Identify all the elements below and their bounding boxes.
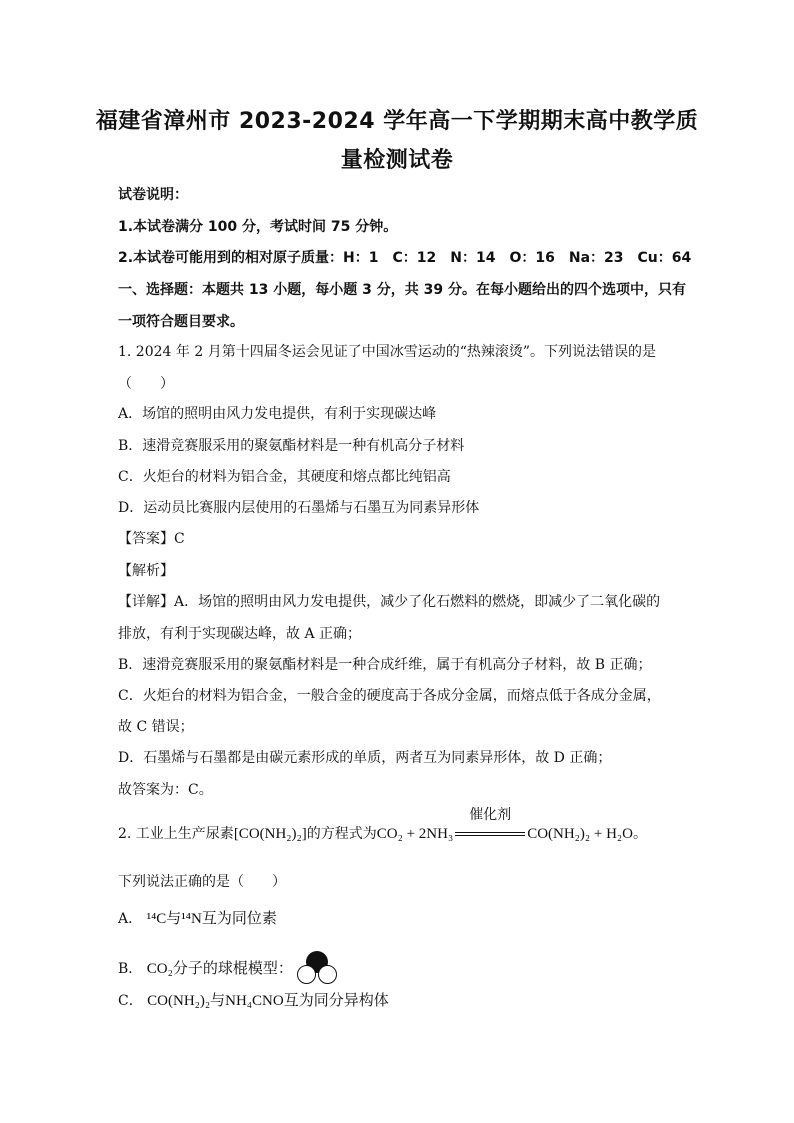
small-white-ball-right: [318, 965, 337, 984]
q1-detail-line: D．石墨烯与石墨都是由碳元素形成的单质，两者互为同素异形体，故 D 正确；: [118, 750, 612, 766]
q2-option-b: [118, 951, 339, 983]
q1-detail-line: B．速滑竞赛服采用的聚氨酯材料是一种合成纤维，属于有机高分子材料，故 B 正确；: [118, 657, 652, 673]
q2-stem-mid: 的方程式为: [306, 826, 377, 842]
q1-detail-line: 排放，有利于实现碳达峰，故 A 正确；: [118, 626, 362, 642]
q1-analysis-label: 【解析】: [118, 563, 174, 579]
q1-option-d: D．运动员比赛服内层使用的石墨烯与石墨互为同素异形体: [118, 500, 480, 516]
intro-heading: 试卷说明：: [118, 187, 188, 203]
q1-option-c: C．火炬台的材料为铝合金，其硬度和熔点都比纯铝高: [118, 469, 451, 485]
intro-note-2: 2.本试卷可能用到的相对原子质量：H：1 C：12 N：14 O：16 Na：23 Cu：64: [118, 250, 692, 266]
q1-detail-line: C．火炬台的材料为铝合金，一般合金的硬度高于各成分金属，而熔点低于各成分金属，: [118, 688, 661, 704]
small-white-ball-left: [297, 965, 316, 984]
q2-question: 下列说法正确的是（ ）: [118, 874, 286, 890]
q1-detail-line: 【详解】A．场馆的照明由风力发电提供，减少了化石燃料的燃烧，即减少了二氧化碳的: [118, 594, 661, 610]
q2-stem-prefix: 2. 工业上生产尿素: [118, 826, 234, 842]
q2-stem-end: 。: [633, 826, 647, 842]
q1-detail-line: 故答案为：C。: [118, 782, 213, 798]
q1-option-a: A．场馆的照明由风力发电提供，有利于实现碳达峰: [118, 406, 437, 422]
equation-products: CO(NH₂)₂ + H₂O: [527, 826, 633, 842]
q2-option-a: [118, 910, 277, 928]
q2-option-c-text: CO(NH₂)₂与NH₄CNO互为同分异构体: [147, 993, 389, 1009]
q1-stem: 1. 2024 年 2 月第十四届冬运会见证了中国冰雪运动的“热辣滚烫”。下列说法错误的是: [118, 344, 657, 360]
q1-option-b: B．速滑竞赛服采用的聚氨酯材料是一种有机高分子材料: [118, 438, 465, 454]
q2-option-a-text: ¹⁴C与¹⁴N互为同位素: [146, 911, 277, 927]
arrow-line-top: [455, 832, 525, 833]
section-heading-line1: 一、选择题：本题共 13 小题，每小题 3 分，共 39 分。在每小题给出的四个选项中，只有: [118, 282, 686, 298]
q1-answer: 【答案】C: [118, 531, 185, 547]
q2-option-c: [118, 992, 389, 1010]
exam-title-line2: 量检测试卷: [340, 148, 454, 173]
arrow-line-bottom: [455, 835, 525, 836]
reaction-arrow: [453, 807, 527, 843]
q2-stem: [118, 807, 647, 843]
q2-option-b-text: CO₂分子的球棍模型：: [146, 961, 293, 977]
q2-option-b-label: B．: [118, 961, 143, 977]
intro-note-1: 1.本试卷满分 100 分，考试时间 75 分钟。: [118, 219, 398, 235]
section-heading-line2: 一项符合题目要求。: [118, 314, 244, 330]
q2-option-c-label: C．: [118, 993, 143, 1009]
ball-stick-model-icon: [297, 951, 339, 983]
equation-reactants: CO₂ + 2NH₃: [376, 826, 454, 842]
urea-formula: [CO(NH₂)₂]: [233, 826, 307, 842]
q1-detail-line: 故 C 错误；: [118, 719, 194, 735]
q2-option-a-label: A．: [118, 911, 143, 927]
exam-title-line1: 福建省漳州市 2023-2024 学年高一下学期期末高中教学质: [95, 109, 699, 134]
q1-paren: （ ）: [118, 376, 174, 392]
reaction-condition: 催化剂: [469, 807, 512, 823]
